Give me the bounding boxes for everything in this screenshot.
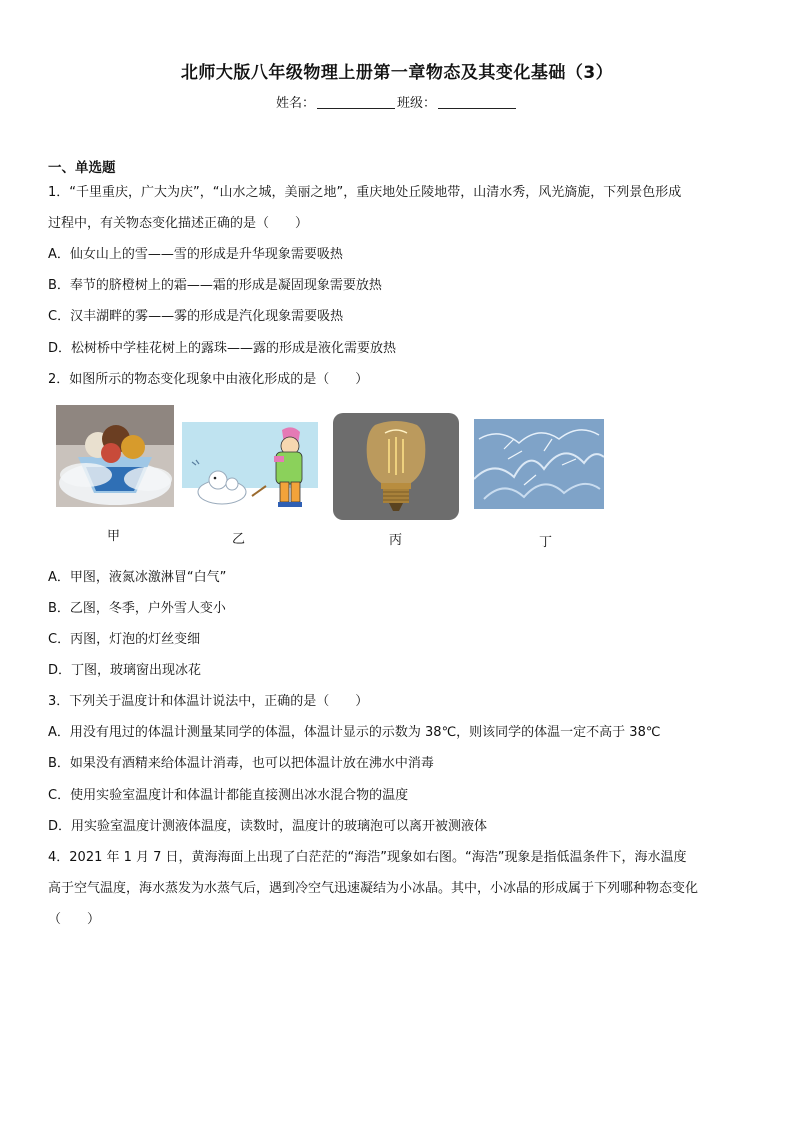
class-label: 班级： [397,96,437,111]
q2-option-c: C．丙图，灯泡的灯丝变细 [48,632,201,647]
name-blank [317,95,395,109]
page-title: 北师大版八年级物理上册第一章物态及其变化基础（3） [180,63,614,83]
q4-stem-line1: 4．2021 年 1 月 7 日，黄海海面上出现了白茫茫的“海浩”现象如右图。“海浩”现象是指低温条件下，海水温度 [48,850,687,865]
q1-option-d: D．松树桥中学桂花树上的露珠——露的形成是液化需要放热 [48,341,397,356]
q2-option-b: B．乙图，冬季，户外雪人变小 [48,601,226,616]
q3-stem: 3．下列关于温度计和体温计说法中，正确的是（ ） [48,694,369,709]
q1-stem-line2: 过程中，有关物态变化描述正确的是（ ） [48,216,309,231]
figure-caption-yi: 乙 [232,532,246,547]
q3-option-a: A．用没有甩过的体温计测量某同学的体温，体温计显示的示数为 38℃，则该同学的体温一定不高于 38℃ [48,725,661,740]
window-frost-image [474,419,604,509]
figure-caption-bing: 丙 [389,533,403,548]
q3-option-c: C．使用实验室温度计和体温计都能直接测出冰水混合物的温度 [48,788,409,803]
q1-option-a: A．仙女山上的雪——雪的形成是升华现象需要吸热 [48,247,343,262]
q2-option-d: D．丁图，玻璃窗出现冰花 [48,663,202,678]
q3-option-b: B．如果没有酒精来给体温计消毒，也可以把体温计放在沸水中消毒 [48,756,434,771]
q3-option-d: D．用实验室温度计测液体温度，读数时，温度计的玻璃泡可以离开被测液体 [48,819,488,834]
q1-option-b: B．奉节的脐橙树上的霜——霜的形成是凝固现象需要放热 [48,278,382,293]
q2-option-a: A．甲图，液氮冰激淋冒“白气” [48,570,227,585]
section-title: 一、单选题 [48,160,116,176]
ice-cream-mist-image [56,405,174,507]
q4-stem-line2: 高于空气温度，海水蒸发为水蒸气后，遇到冷空气迅速凝结为小冰晶。其中，小冰晶的形成属于下列哪种物态变化 [48,881,699,896]
q1-option-c: C．汉丰湖畔的雾——雾的形成是汽化现象需要吸热 [48,309,344,324]
figure-caption-jia: 甲 [107,529,121,544]
snowman-child-image [182,422,318,514]
light-bulb-image [333,413,459,520]
class-blank [438,95,516,109]
q2-stem: 2．如图所示的物态变化现象中由液化形成的是（ ） [48,372,369,387]
q1-stem-line1: 1．“千里重庆，广大为庆”，“山水之城，美丽之地”，重庆地处丘陵地带，山清水秀，风光旖旎，下列景色形成 [48,185,682,200]
figure-caption-ding: 丁 [539,535,553,550]
name-label: 姓名： [275,96,315,111]
student-info-bar [0,92,794,111]
q4-stem-line3: （ ） [48,912,101,927]
